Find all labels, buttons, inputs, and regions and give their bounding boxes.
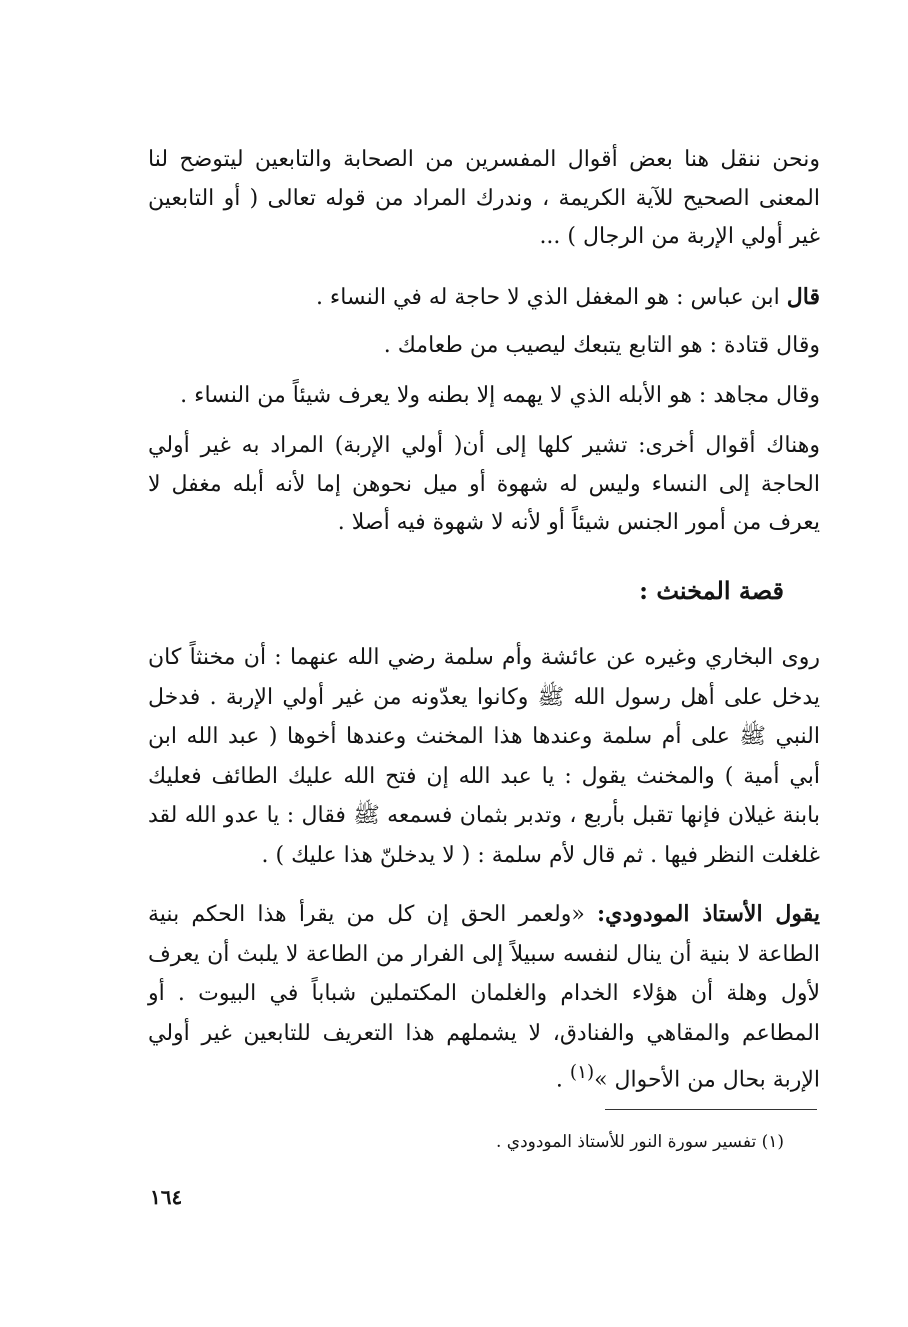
intro-paragraph: ونحن ننقل هنا بعض أقوال المفسرين من الصحابة والتابعين ليتوضح لنا المعنى الصحيح للآية الكريمة ، وندرك المراد من قوله تعالى ( أو التابعين غير أولي الإربة من الرجال ) ... xyxy=(148,147,820,249)
maududi-paragraph xyxy=(148,895,820,1100)
page-number: ١٦٤ xyxy=(150,1185,183,1209)
ibn-abbas-quote xyxy=(148,278,820,318)
maududi-text: «ولعمر الحق إن كل من يقرأ هذا الحكم بنية الطاعة لا بنية أن ينال لنفسه سبيلاً إلى الفرار من الطاعة لا يلبث أن يعرف لأول وهلة أن هؤلاء الخدام والغلمان المكتملين شباباً في البيوت . أو المطاعم والمقاهي والفنادق، لا يشملهم هذا التعريف للتابعين غير أولي الإربة بحال من الأحوال » xyxy=(148,902,821,1093)
other-sayings-paragraph: وهناك أقوال أخرى: تشير كلها إلى أن( أولي الإربة) المراد به غير أولي الحاجة إلى النساء وليس له شهوة أو ميل نحوهن إما لأنه أبله مغفل لا يعرف من أمور الجنس شيئاً أو لأنه لا شهوة فيه أصلا . xyxy=(148,433,820,535)
maududi-speaker: يقول الأستاذ المودودي: xyxy=(597,901,821,927)
maududi-end: . xyxy=(555,1067,570,1093)
footnote-ref: (١) xyxy=(569,1062,595,1083)
footnote: (١) تفسير سورة النور للأستاذ المودودي . xyxy=(495,1132,784,1152)
speaker-label: قال xyxy=(786,284,820,310)
qatada-quote: وقال قتادة : هو التابع يتبعك ليصيب من طعامك . xyxy=(383,333,820,358)
section-heading: قصة المخنث : xyxy=(639,576,784,605)
quote-text: ابن عباس : هو المغفل الذي لا حاجة له في النساء . xyxy=(315,285,787,310)
mujahid-quote: وقال مجاهد : هو الأبله الذي لا يهمه إلا بطنه ولا يعرف شيئاً من النساء . xyxy=(180,383,820,408)
footnote-divider xyxy=(605,1109,817,1110)
story-paragraph: روى البخاري وغيره عن عائشة وأم سلمة رضي الله عنهما : أن مخنثاً كان يدخل على أهل رسول الله ﷺ وكانوا يعدّونه من غير أولي الإربة . فدخل النبي ﷺ على أم سلمة وعندها هذا المخنث وعندها أخوها ( عبد الله ابن أبي أمية ) والمخنث يقول : يا عبد الله إن فتح الله عليك الطائف فعليك بابنة غيلان فإنها تقبل بأربع ، وتدبر بثمان فسمعه ﷺ فقال : يا عدو الله لقد غلغلت النظر فيها . ثم قال لأم سلمة : ( لا يدخلنّ هذا عليك ) . xyxy=(148,645,820,868)
